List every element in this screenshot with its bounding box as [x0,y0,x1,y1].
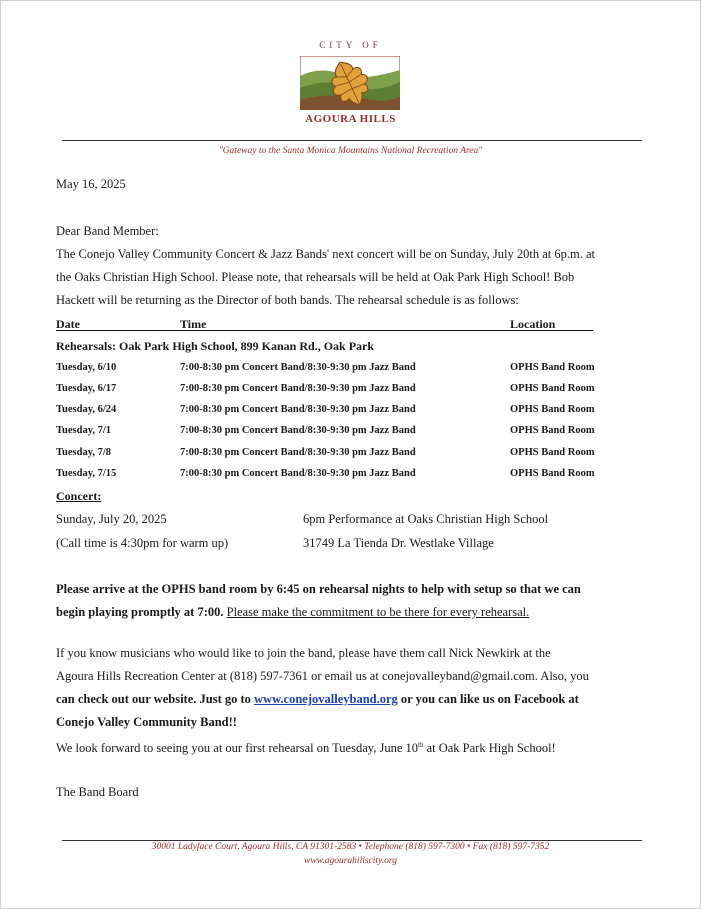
join-line-4: Conejo Valley Community Band!! [56,715,237,729]
join-line-3-start: can check out our website. Just go to [56,692,255,706]
footer-website: www.agourahillscity.org [304,856,397,866]
city-name: AGOURA HILLS [305,113,396,125]
commitment-note: Please make the commitment to be there for every rehearsal. [226,605,530,619]
schedule-header-rule [56,330,593,331]
concert-performance: 6pm Performance at Oaks Christian High School [303,512,549,526]
row-time: 7:00-8:30 pm Concert Band/8:30-9:30 pm Jazz Band [180,425,416,436]
concert-date: Sunday, July 20, 2025 [56,512,167,526]
row-location: OPHS Band Room [510,404,595,415]
signature: The Band Board [56,785,139,799]
intro-line-3: Hackett will be returning as the Director of both bands. The rehearsal schedule is as follows: [56,293,519,307]
schedule-row [0,383,701,401]
schedule-row [0,362,701,380]
schedule-header-date: Date [56,317,80,331]
row-location: OPHS Band Room [510,425,595,436]
row-date: Tuesday, 6/24 [56,404,117,415]
row-time: 7:00-8:30 pm Concert Band/8:30-9:30 pm Jazz Band [180,447,416,458]
schedule-header-time: Time [180,317,207,331]
row-date: Tuesday, 6/10 [56,362,117,373]
footer-divider [62,840,642,841]
letter-date: May 16, 2025 [56,177,126,191]
oak-leaf-logo-icon [300,56,400,110]
row-location: OPHS Band Room [510,383,595,394]
look-forward-line [56,738,556,755]
schedule-header-location: Location [510,317,556,331]
row-location: OPHS Band Room [510,362,595,373]
row-time: 7:00-8:30 pm Concert Band/8:30-9:30 pm Jazz Band [180,362,416,373]
look-forward-end: at Oak Park High School! [423,741,556,756]
join-line-3-end: or you can like us on Facebook at [397,692,579,706]
row-location: OPHS Band Room [510,447,595,458]
look-forward-start: We look forward to seeing you at our first rehearsal on Tuesday, June 10 [56,741,418,756]
row-date: Tuesday, 7/15 [56,468,117,479]
join-line-1: If you know musicians who would like to join the band, please have them call Nick Newkirk at the [56,646,551,660]
concert-label: Concert: [56,489,102,503]
intro-line-1: The Conejo Valley Community Concert & Jazz Bands' next concert will be on Sunday, July 20th at 6p.m. at [56,247,595,261]
schedule-row [0,447,701,465]
city-of-label: CITY OF [319,40,382,50]
rehearsal-heading: Rehearsals: Oak Park High School, 899 Kanan Rd., Oak Park [56,339,375,353]
city-tagline: "Gateway to the Santa Monica Mountains National Recreation Area" [218,146,483,156]
ordinal-suffix: th [418,741,424,749]
intro-line-2: the Oaks Christian High School. Please note, that rehearsals will be held at Oak Park High School! Bob [56,270,575,284]
arrive-line-2-start: begin playing promptly at 7:00. [56,605,227,619]
concert-call-time: (Call time is 4:30pm for warm up) [56,536,229,550]
schedule-row [0,425,701,443]
join-line-3 [56,692,579,706]
row-date: Tuesday, 6/17 [56,383,117,394]
concert-address: 31749 La Tienda Dr. Westlake Village [303,536,494,550]
schedule-row [0,404,701,422]
row-date: Tuesday, 7/8 [56,447,112,458]
arrive-line-1: Please arrive at the OPHS band room by 6:45 on rehearsal nights to help with setup so that we can [56,582,581,596]
row-location: OPHS Band Room [510,468,595,479]
row-time: 7:00-8:30 pm Concert Band/8:30-9:30 pm Jazz Band [180,383,416,394]
schedule-row [0,468,701,486]
row-date: Tuesday, 7/1 [56,425,112,436]
header-divider [62,140,642,141]
salutation: Dear Band Member: [56,224,159,238]
row-time: 7:00-8:30 pm Concert Band/8:30-9:30 pm Jazz Band [180,404,416,415]
footer-address: 30001 Ladyface Court, Agoura Hills, CA 91301-2583 • Telephone (818) 597-7300 • Fax (818) 597-7352 [151,842,550,852]
band-website-link[interactable]: www.conejovalleyband.org [254,692,398,706]
row-time: 7:00-8:30 pm Concert Band/8:30-9:30 pm Jazz Band [180,468,416,479]
join-line-2: Agoura Hills Recreation Center at (818) 597-7361 or email us at conejovalleyband@gmail.com. Also, you [56,669,589,683]
arrive-line-2 [56,605,529,619]
